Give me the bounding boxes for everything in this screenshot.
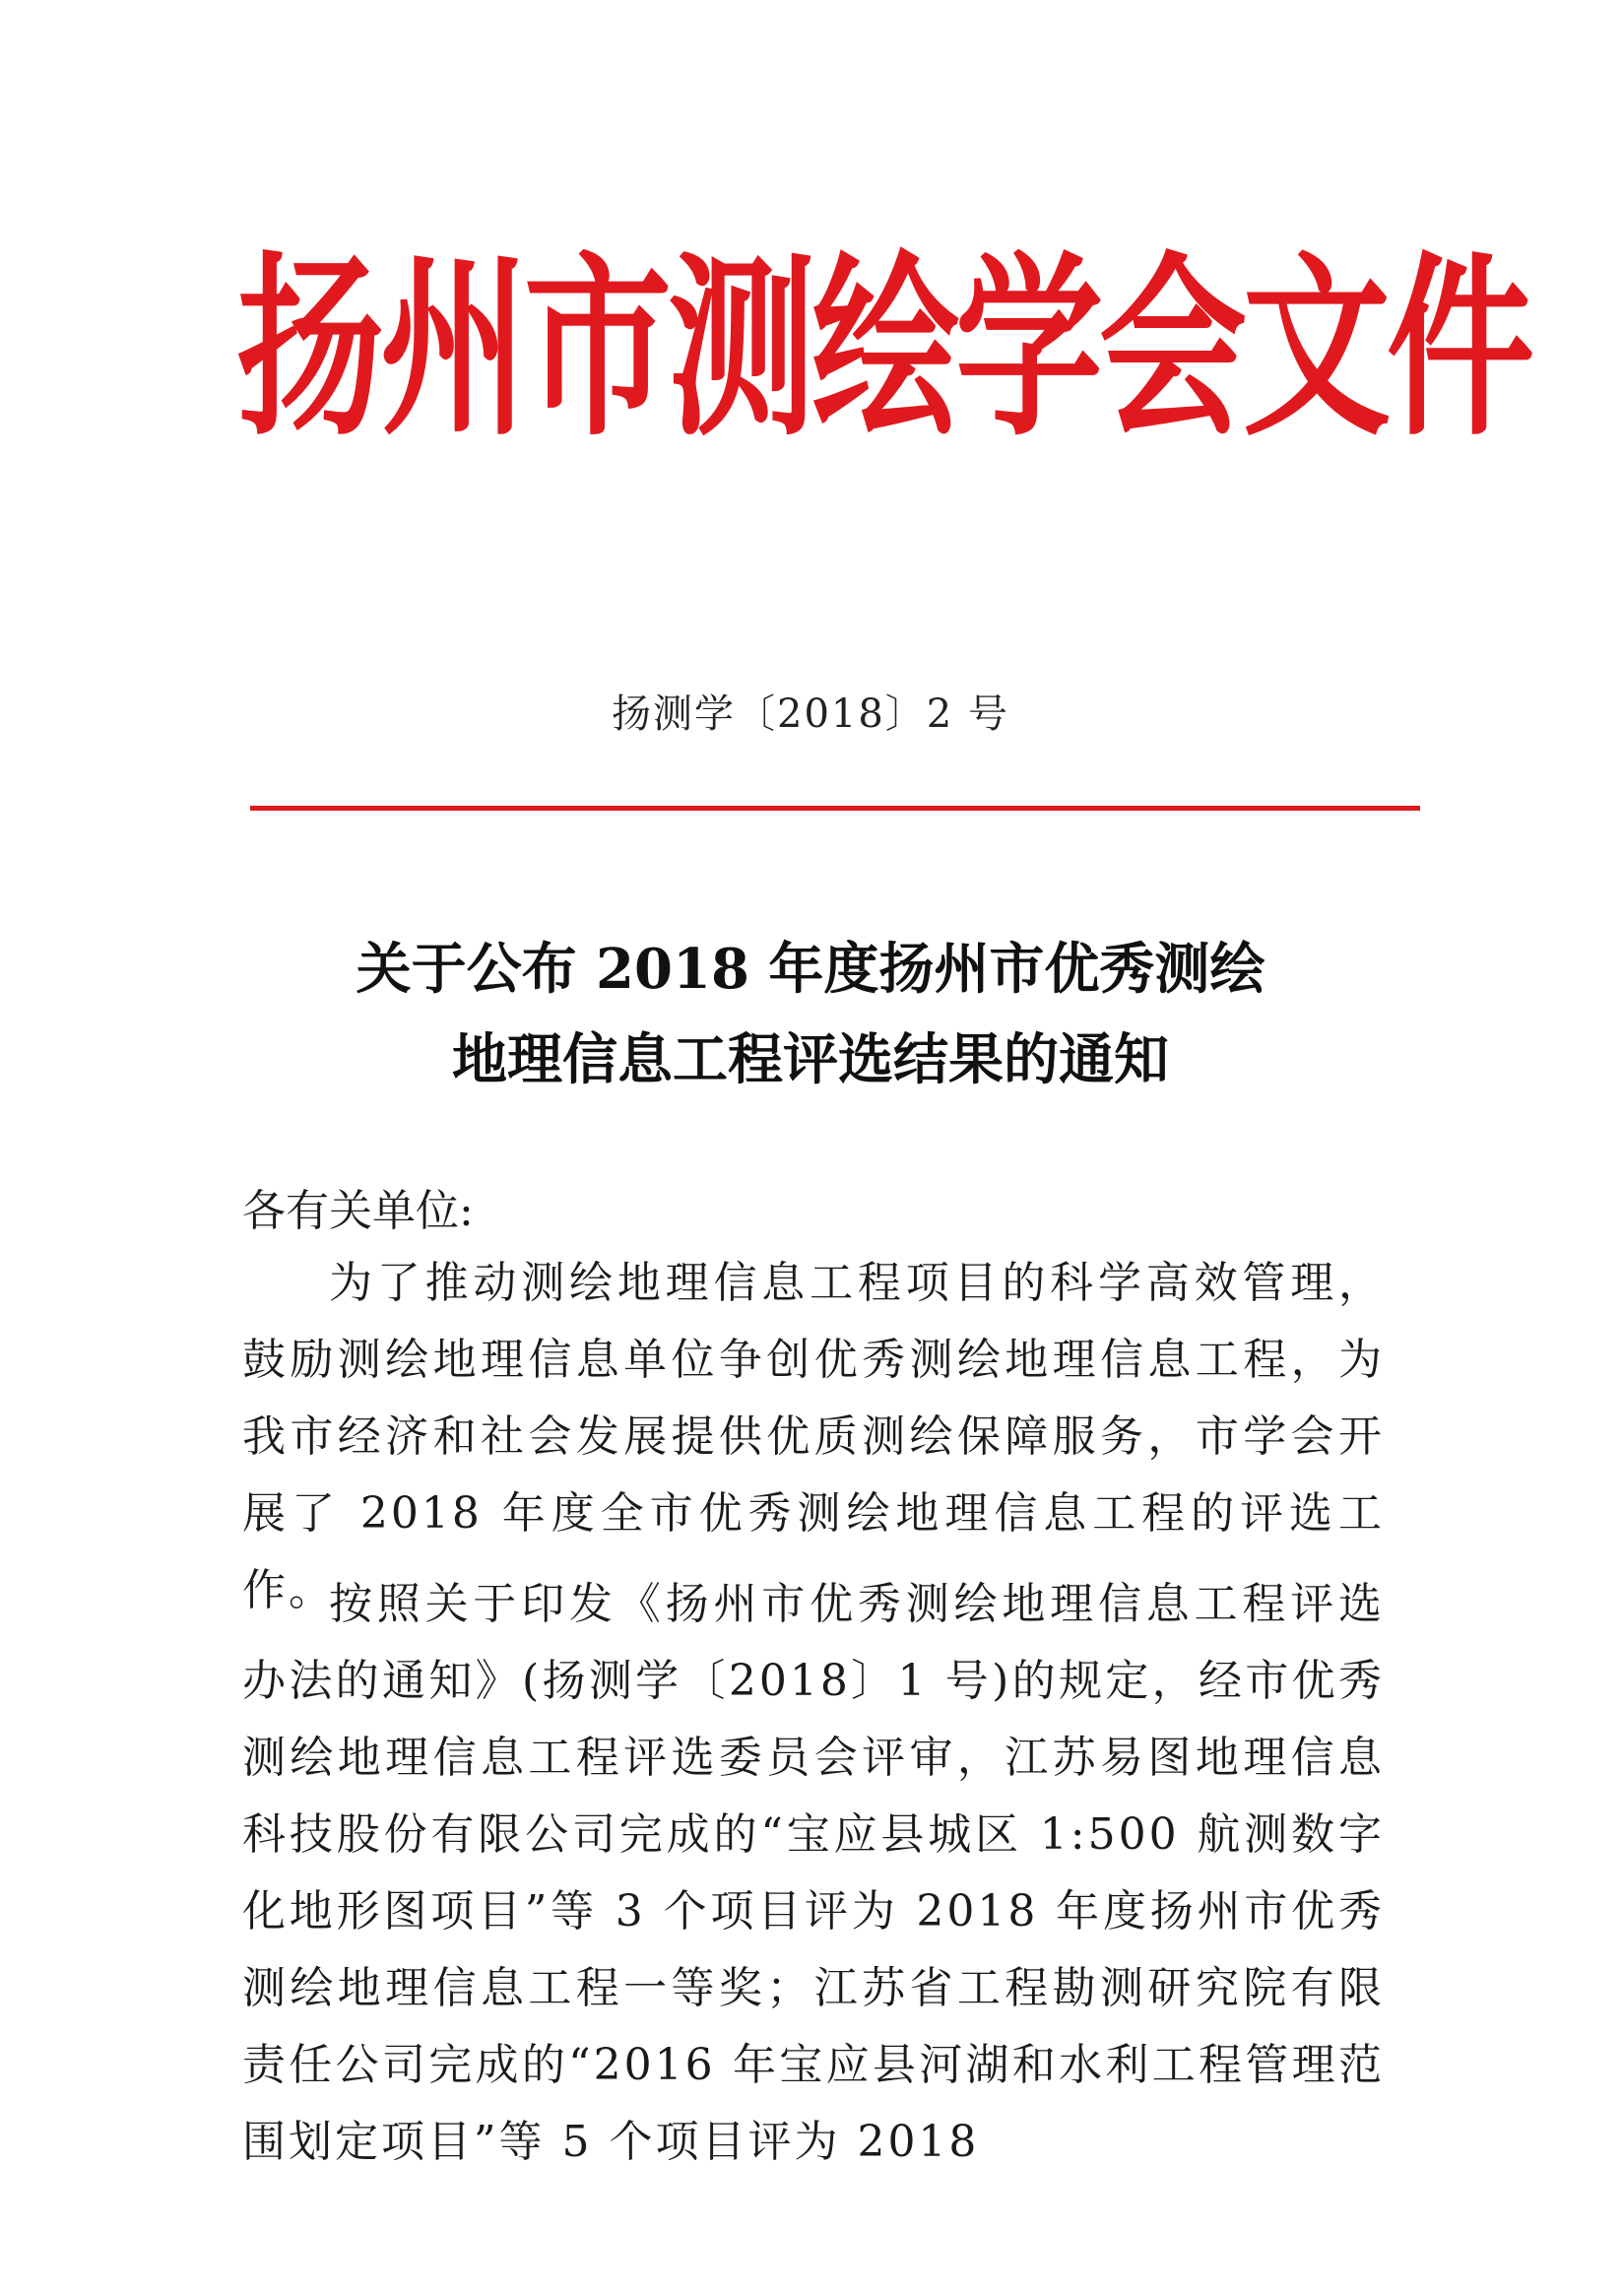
salutation: 各有关单位:	[242, 1186, 474, 1236]
document-number: 扬测学〔2018〕2 号	[612, 691, 1009, 737]
notice-title	[0, 924, 1621, 1105]
masthead-title: 扬州市测绘学会文件	[236, 236, 1531, 463]
notice-title-line-2: 地理信息工程评选结果的通知	[452, 1027, 1169, 1092]
body-paragraph-2: 按照关于印发《扬州市优秀测绘地理信息工程评选办法的通知》(扬测学〔2018〕1 号)的规定，经市优秀测绘地理信息工程评选委员会评审，江苏易图地理信息科技股份有限公司完成的“宝应县城区 1:500 航测数字化地形图项目”等 3 个项目评为 2018 年度扬州市优秀测绘地理信息工程一等奖；江苏省工程勘测研究院有限责任公司完成的“2016 年宝应县河湖和水利工程管理范围划定项目”等 5 个项目评为 2018	[242, 1579, 1385, 2167]
red-divider-line	[250, 806, 1420, 811]
notice-title-line-1: 关于公布 2018 年度扬州市优秀测绘	[356, 937, 1265, 1002]
body-paragraph-1: 为了推动测绘地理信息工程项目的科学高效管理，鼓励测绘地理信息单位争创优秀测绘地理信息工程，为我市经济和社会发展提供优质测绘保障服务，市学会开展了 2018 年度全市优秀测绘地理信息工程的评选工作。	[242, 1258, 1385, 1615]
